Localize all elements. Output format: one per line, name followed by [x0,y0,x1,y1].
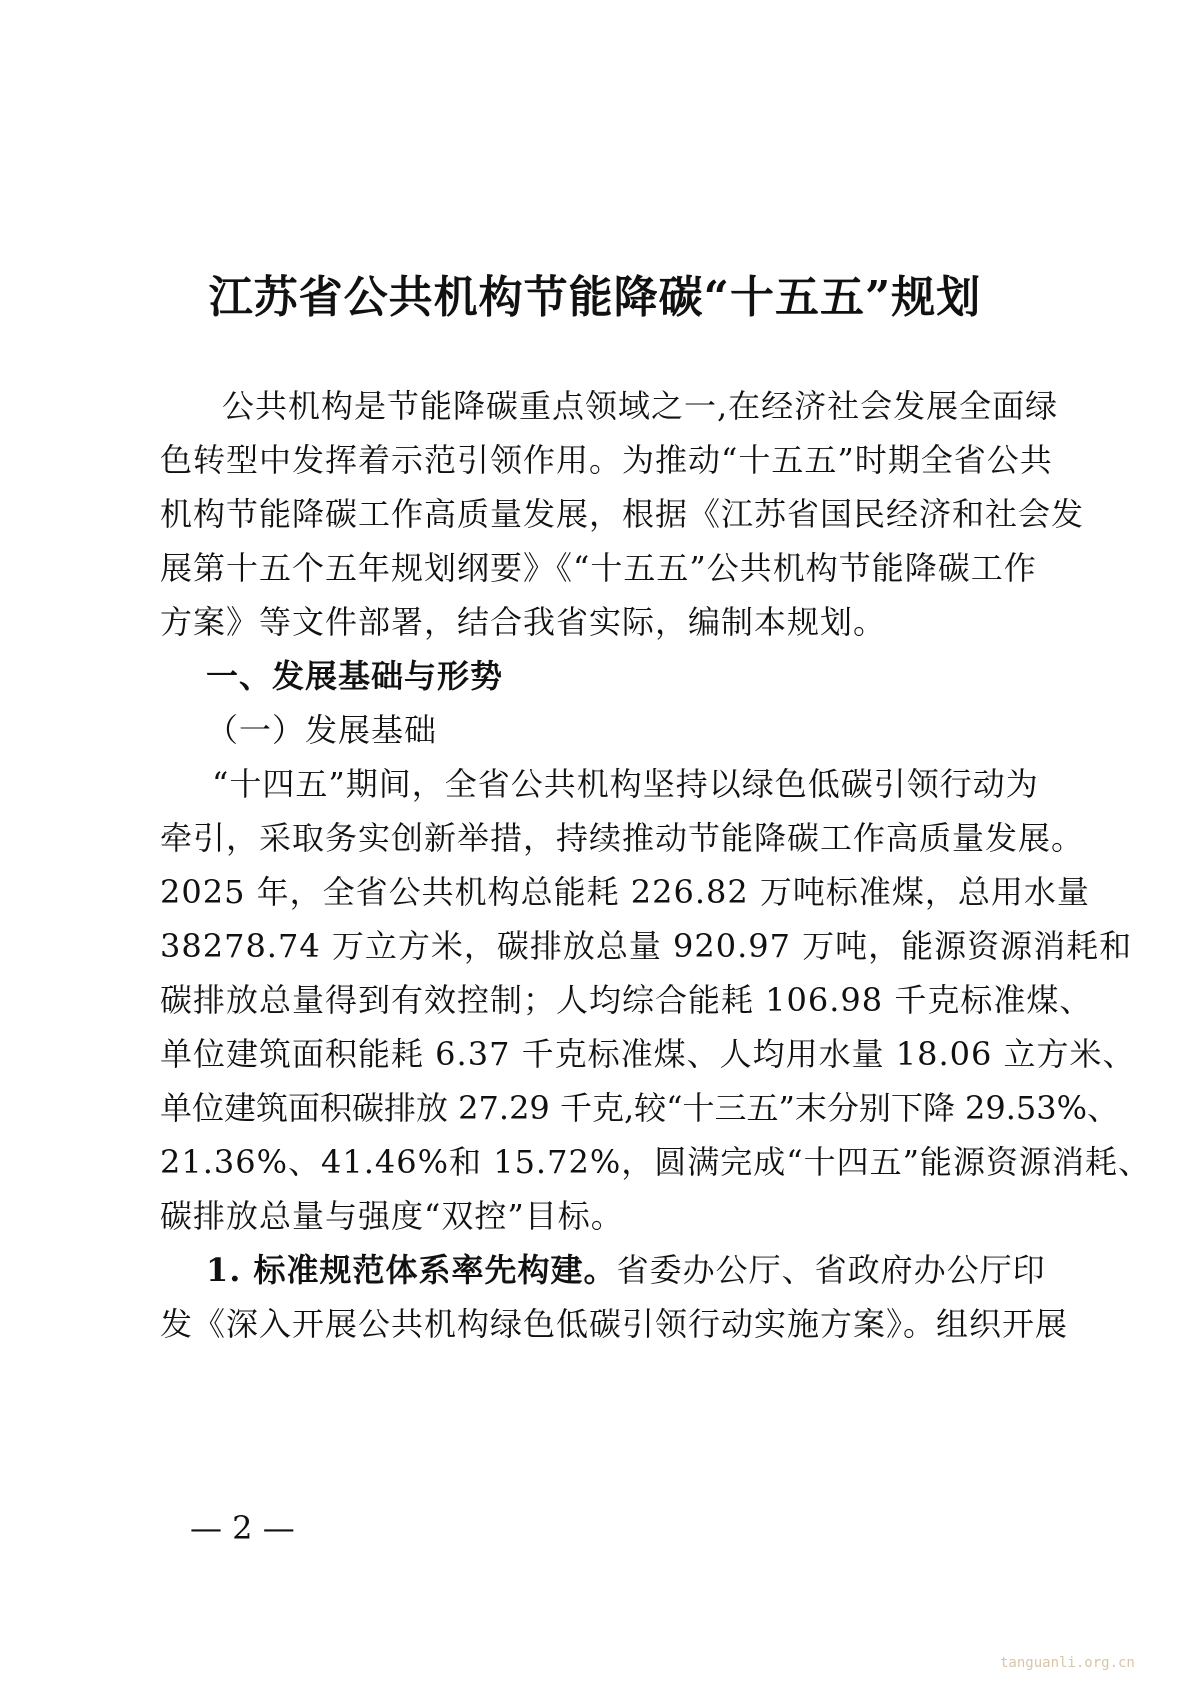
section-heading: 一、发展基础与形势 [206,657,504,695]
basis-line-7: 单位建筑面积碳排放 27.29 千克,较“十三五”末分别下降 29.53%、 [160,1089,1120,1127]
watermark: tanguanli.org.cn [1000,1655,1135,1671]
basis-line-4: 38278.74 万立方米，碳排放总量 920.97 万吨，能源资源消耗和 [160,927,1133,965]
basis-line-8: 21.36%、41.46%和 15.72%，圆满完成“十四五”能源资源消耗、 [160,1143,1151,1181]
intro-line-5: 方案》等文件部署，结合我省实际，编制本规划。 [160,603,887,641]
basis-line-9: 碳排放总量与强度“双控”目标。 [160,1197,624,1235]
document-title: 江苏省公共机构节能降碳“十五五”规划 [208,272,982,323]
item-1-line-2: 发《深入开展公共机构绿色低碳引领行动实施方案》。组织开展 [160,1305,1069,1343]
page-number: — 2 — [190,1509,295,1547]
subsection-heading: （一）发展基础 [206,711,438,749]
item-1-line-1 [160,1250,1106,1290]
intro-line-2: 色转型中发挥着示范引领作用。为推动“十五五”时期全省公共 [160,441,1053,479]
item-1-label: 1. 标准规范体系率先构建。 [206,1251,617,1289]
intro-line-4: 展第十五个五年规划纲要》《“十五五”公共机构节能降碳工作 [160,549,1037,587]
basis-line-5: 碳排放总量得到有效控制；人均综合能耗 106.98 千克标准煤、 [160,981,1093,1019]
basis-line-6: 单位建筑面积能耗 6.37 千克标准煤、人均用水量 18.06 立方米、 [160,1035,1136,1073]
intro-line-3: 机构节能降碳工作高质量发展，根据《江苏省国民经济和社会发 [160,495,1085,533]
intro-line-1: 公共机构是节能降碳重点领域之一,在经济社会发展全面绿 [222,387,1059,425]
basis-line-3: 2025 年，全省公共机构总能耗 226.82 万吨标准煤，总用水量 [160,873,1090,911]
basis-line-1: “十四五”期间，全省公共机构坚持以绿色低碳引领行动为 [212,765,1039,803]
item-1-text: 省委办公厅、省政府办公厅印 [616,1251,1046,1289]
basis-line-2: 牵引，采取务实创新举措，持续推动节能降碳工作高质量发展。 [160,819,1085,857]
